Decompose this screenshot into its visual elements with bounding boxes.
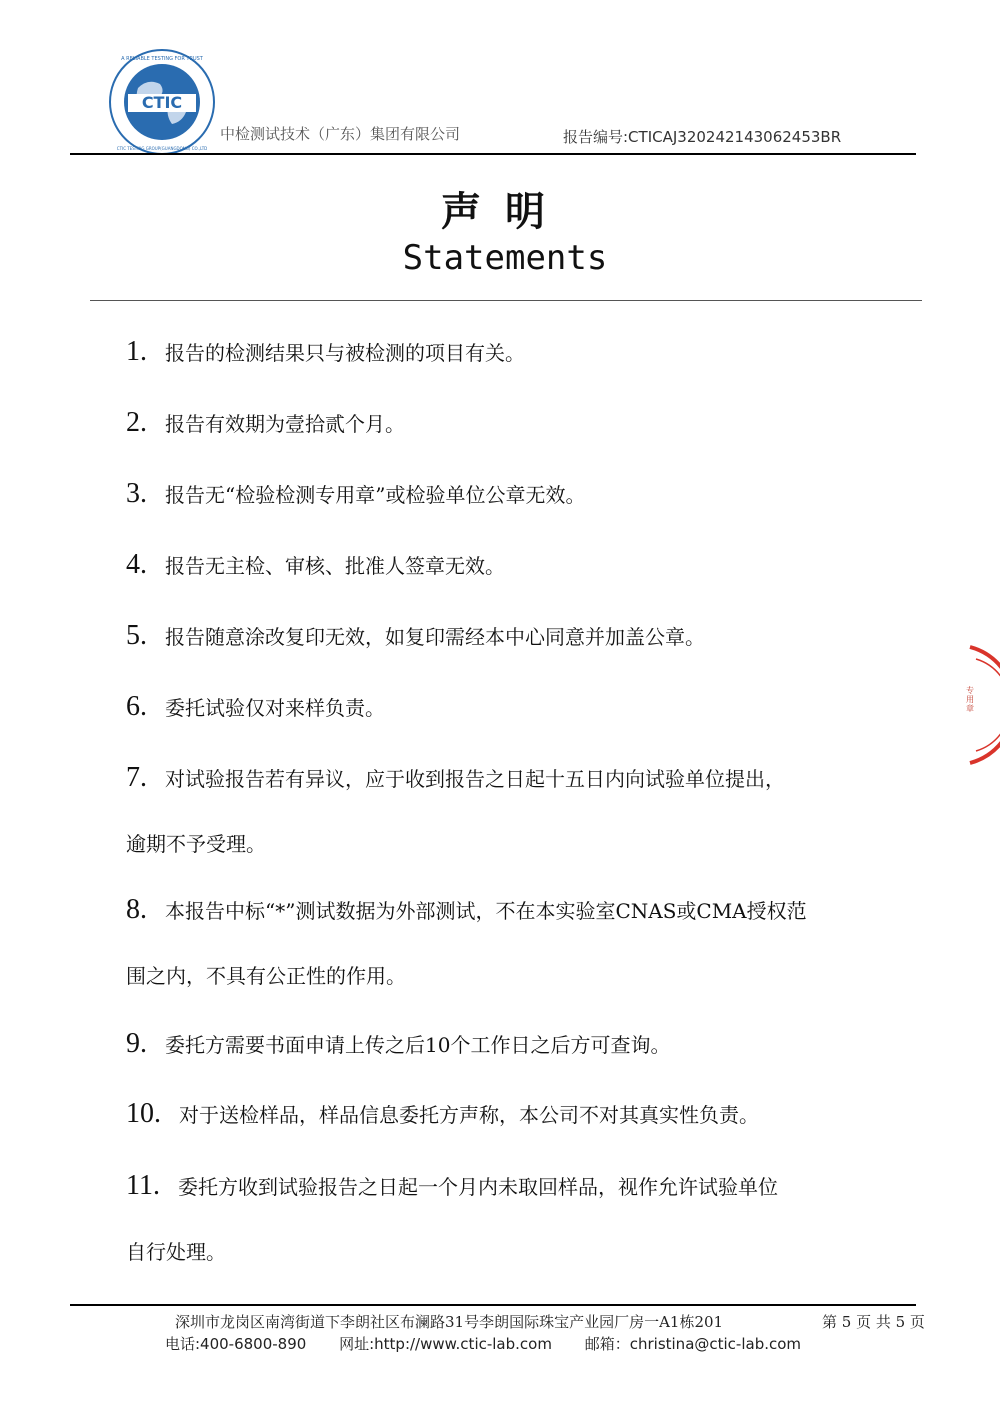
statement-number: 9.: [126, 1028, 147, 1059]
statement-text: 对于送检样品，样品信息委托方声称，本公司不对其真实性负责。: [179, 1103, 759, 1127]
statement-item: [126, 1170, 778, 1202]
report-number: 报告编号:CTICAJ320242143062453BR: [563, 128, 842, 146]
statement-number: 6.: [126, 691, 147, 722]
footer-divider: [70, 1304, 916, 1306]
statement-text: 报告无主检、审核、批准人签章无效。: [165, 554, 505, 578]
statement-continuation: 逾期不予受理。: [126, 832, 266, 856]
statement-item: [126, 1098, 759, 1130]
statement-number: 7.: [126, 762, 147, 793]
statement-item: [126, 407, 405, 439]
statement-text: 委托方收到试验报告之日起一个月内未取回样品，视作允许试验单位: [177, 1175, 778, 1199]
footer-phone: 电话:400-6800-890: [165, 1335, 307, 1353]
statement-number: 10.: [126, 1098, 161, 1129]
logo-ring-top: A RELIABLE TESTING FOR TRUST: [121, 56, 203, 62]
footer-contact: [165, 1333, 829, 1354]
title-divider: [90, 300, 922, 301]
statement-text: 报告无“检验检测专用章”或检验单位公章无效。: [165, 483, 586, 507]
statement-number: 4.: [126, 549, 147, 580]
statement-text: 报告随意涂改复印无效，如复印需经本中心同意并加盖公章。: [165, 625, 705, 649]
statement-item: [126, 894, 807, 926]
statement-item: [126, 478, 585, 510]
footer-email[interactable]: 邮箱：christina@ctic-lab.com: [584, 1335, 802, 1353]
statement-item: [126, 336, 525, 368]
logo-text: CTIC: [141, 93, 183, 112]
statement-item: [126, 549, 505, 581]
statement-item: [126, 620, 705, 652]
statement-text: 对试验报告若有异议，应于收到报告之日起十五日内向试验单位提出，: [165, 767, 785, 791]
statement-continuation: 围之内，不具有公正性的作用。: [126, 964, 406, 988]
statement-item: [126, 691, 385, 723]
page-title-en: Statements: [402, 238, 608, 278]
statement-number: 1.: [126, 336, 147, 367]
company-name: 中检测试技术（广东）集团有限公司: [220, 125, 461, 143]
statement-number: 2.: [126, 407, 147, 438]
statement-text: 报告有效期为壹拾贰个月。: [165, 412, 405, 436]
seal-text: 专用章: [966, 686, 974, 713]
statement-item: [126, 762, 785, 794]
page-number: 第 5 页 共 5 页: [822, 1313, 925, 1331]
statement-text: 委托方需要书面申请上传之后10个工作日之后方可查询。: [165, 1033, 671, 1057]
statement-number: 3.: [126, 478, 147, 509]
statement-number: 8.: [126, 894, 147, 925]
statement-number: 5.: [126, 620, 147, 651]
logo-ring-bottom: CTIC TESTING GROUP(GUANGDONG) CO.,LTD: [116, 146, 208, 151]
statement-number: 11.: [126, 1170, 160, 1201]
footer-address: 深圳市龙岗区南湾街道下李朗社区布澜路31号李朗国际珠宝产业园厂房一A1栋201: [175, 1313, 724, 1331]
ctic-logo: [108, 48, 216, 156]
statement-item: [126, 1028, 670, 1060]
statement-text: 委托试验仅对来样负责。: [165, 696, 385, 720]
page-title-cn: 声明: [441, 188, 569, 235]
statement-text: 报告的检测结果只与被检测的项目有关。: [165, 341, 525, 365]
statement-text: 本报告中标“*”测试数据为外部测试，不在本实验室CNAS或CMA授权范: [165, 899, 807, 923]
header-divider: [70, 153, 916, 155]
statement-continuation: 自行处理。: [126, 1240, 226, 1264]
footer-website[interactable]: 网址:http://www.ctic-lab.com: [339, 1335, 552, 1353]
